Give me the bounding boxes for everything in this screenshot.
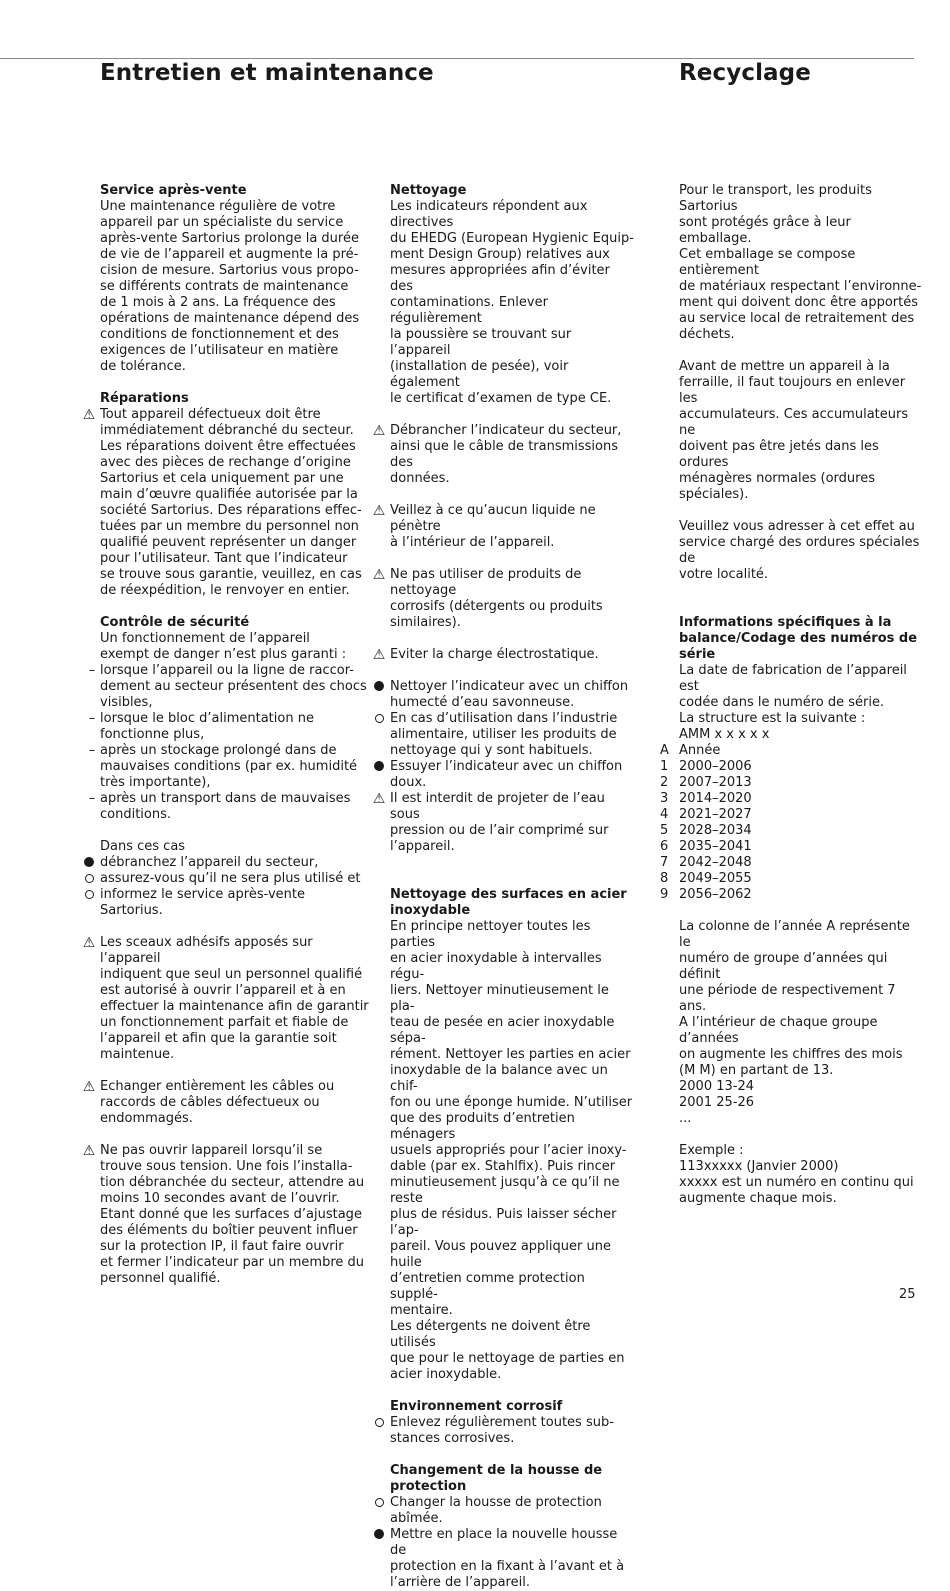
year-table-row [660, 823, 924, 839]
text-line: sur la protection IP, il faut faire ouvrir [100, 1239, 344, 1254]
text-line: Débrancher l’indicateur du secteur, [390, 423, 622, 438]
text-line: qualifié peuvent représenter un danger [100, 535, 357, 550]
spacer [390, 487, 635, 503]
text-line: AMM x x x x x [679, 727, 770, 742]
text-line: après-vente Sartorius prolonge la durée [100, 231, 359, 246]
spacer [679, 903, 924, 919]
text-line: cision de mesure. Sartorius vous propo- [100, 263, 359, 278]
text-line: informez le service après-vente [100, 887, 305, 902]
year-table-value: 2014–2020 [679, 791, 752, 806]
text-line: alimentaire, utiliser les produits de [390, 727, 617, 742]
open-circle [375, 1418, 384, 1427]
text-line: Mettre en place la nouvelle housse de [390, 1527, 618, 1558]
year-table-key: 3 [660, 791, 669, 806]
text-line: Les sceaux adhésifs apposés sur l’appareil [100, 935, 313, 966]
spacer [390, 551, 635, 567]
dash-list-item [88, 743, 370, 791]
section-title-maintenance: Entretien et maintenance [100, 60, 434, 86]
text-line: des éléments du boîtier peuvent influer [100, 1223, 358, 1238]
corrosive-step [390, 1415, 635, 1447]
text-line: sont protégés grâce à leur emballage. [679, 215, 851, 246]
text-line: de vie de l’appareil et augmente la pré- [100, 247, 359, 262]
heading-safety-check: Contrôle de sécurité [100, 615, 250, 630]
open-circle [85, 890, 94, 899]
spacer [390, 1383, 635, 1399]
open-circle [85, 874, 94, 883]
text-line: mauvaises conditions (par ex. humidité [100, 759, 358, 774]
spacer [390, 871, 635, 887]
year-table-key: A [660, 743, 669, 758]
text-line: assurez-vous qu’il ne sera plus utilisé et [100, 871, 361, 886]
spacer [390, 407, 635, 423]
text-line: 2000 13-24 [679, 1079, 754, 1094]
text-line: codée dans le numéro de série. [679, 695, 885, 710]
warning-products [372, 567, 635, 631]
text-line: Les réparations doivent être effectuées [100, 439, 356, 454]
text-line: Cet emballage se compose entièrement [679, 247, 856, 278]
bullet-filled-icon [371, 679, 387, 695]
text-line: protection en la fixant à l’avant et à [390, 1559, 625, 1574]
text-line: lorsque l’appareil ou la ligne de raccor- [100, 663, 354, 678]
text-line: visibles, [100, 695, 153, 710]
year-table-value: 2056–2062 [679, 887, 752, 902]
warning-icon: ⚠ [372, 423, 386, 439]
year-table-value: 2028–2034 [679, 823, 752, 838]
spacer [100, 599, 370, 615]
dash-list-item [88, 711, 370, 743]
year-table-row [660, 887, 924, 903]
text-line: service chargé des ordures spéciales de [679, 535, 920, 566]
warning-icon: ⚠ [372, 503, 386, 519]
text-line: mesures appropriées afin d’éviter des [390, 263, 610, 294]
text-line: ferraille, il faut toujours en enlever les [679, 375, 906, 406]
year-table-row [660, 759, 924, 775]
warning-icon: ⚠ [82, 935, 96, 951]
warning-open-device [82, 1143, 370, 1287]
bullet-open-icon [81, 871, 97, 887]
text-line: Les indicateurs répondent aux directives [390, 199, 588, 230]
text-line: du EHEDG (European Hygienic Equip- [390, 231, 634, 246]
text-line: xxxxx est un numéro en continu qui [679, 1175, 914, 1190]
heading-serial-info: balance/Codage des numéros de série [679, 631, 918, 662]
text-line: immédiatement débranché du secteur. [100, 423, 354, 438]
year-table-key: 5 [660, 823, 669, 838]
year-table-value: Année [679, 743, 721, 758]
text-line: numéro de groupe d’années qui définit [679, 951, 888, 982]
page-number: 25 [899, 1287, 916, 1302]
warning-cables [82, 1079, 370, 1127]
year-table-value: 2021–2027 [679, 807, 752, 822]
text-line: en acier inoxydable à intervalles régu- [390, 951, 602, 982]
bullet-filled-icon [371, 1527, 387, 1543]
text-line: et fermer l’indicateur par un membre du [100, 1255, 365, 1270]
text-line: Exemple : [679, 1143, 744, 1158]
text-line: doux. [390, 775, 427, 790]
text-line: Il est interdit de projeter de l’eau sous [390, 791, 605, 822]
year-table-key: 8 [660, 871, 669, 886]
heading-service: Service après-vente [100, 183, 247, 198]
text-line: société Sartorius. Des réparations effec- [100, 503, 362, 518]
text-line: 2001 25-26 [679, 1095, 754, 1110]
spacer [679, 503, 924, 519]
text-line: débranchez l’appareil du secteur, [100, 855, 319, 870]
text-line: pour l’utilisateur. Tant que l’indicateur [100, 551, 348, 566]
spacer [100, 375, 370, 391]
text-line: de matériaux respectant l’environne- [679, 279, 922, 294]
spacer [679, 343, 924, 359]
year-table-row [660, 839, 924, 855]
text-line: augmente chaque mois. [679, 1191, 837, 1206]
warning-icon: ⚠ [82, 1143, 96, 1159]
year-table-row [660, 743, 924, 759]
dash-icon: – [88, 743, 96, 758]
text-line: l’arrière de l’appareil. [390, 1575, 530, 1590]
section-title-recycling: Recyclage [679, 60, 811, 86]
text-line: de tolérance. [100, 359, 186, 374]
text-line: teau de pesée en acier inoxydable sépa- [390, 1015, 615, 1046]
text-line: La structure est la suivante : [679, 711, 866, 726]
heading-stainless: Nettoyage des surfaces en acier [390, 887, 627, 902]
spacer [390, 1447, 635, 1463]
spacer [679, 583, 924, 599]
heading-cover: protection [390, 1479, 467, 1494]
text-line: avec des pièces de rechange d’origine [100, 455, 351, 470]
warning-seals [82, 935, 370, 1063]
bullet-open-icon [371, 711, 387, 727]
text-line: fonctionne plus, [100, 727, 205, 742]
text-line: acier inoxydable. [390, 1367, 502, 1382]
text-line: (installation de pesée), voir également [390, 359, 569, 390]
text-line: En cas d’utilisation dans l’industrie [390, 711, 618, 726]
spacer [100, 823, 370, 839]
cleaning-step [390, 679, 635, 711]
text-line: doivent pas être jetés dans les ordures [679, 439, 879, 470]
bullet-filled-icon [371, 759, 387, 775]
bullet-open-icon [371, 1415, 387, 1431]
filled-circle [374, 761, 384, 771]
text-line: ménagères normales (ordures spéciales). [679, 471, 875, 502]
text-line: après un stockage prolongé dans de [100, 743, 337, 758]
warning-unplug [372, 423, 635, 487]
text-line: Dans ces cas [100, 839, 186, 854]
text-line: le certificat d’examen de type CE. [390, 391, 612, 406]
text-line: minutieusement jusqu’à ce qu’il ne reste [390, 1175, 620, 1206]
text-line: liers. Nettoyer minutieusement le pla- [390, 983, 609, 1014]
heading-stainless: inoxydable [390, 903, 471, 918]
text-line: mentaire. [390, 1303, 453, 1318]
warning-icon: ⚠ [82, 1079, 96, 1095]
text-line: A l’intérieur de chaque groupe d’années [679, 1015, 878, 1046]
text-line: indiquent que seul un personnel qualifié [100, 967, 363, 982]
text-line: raccords de câbles défectueux ou [100, 1095, 320, 1110]
text-line: plus de résidus. Puis laisser sécher l’ap- [390, 1207, 617, 1238]
bullet-filled-icon [81, 855, 97, 871]
text-line: se trouve sous garantie, veuillez, en cas [100, 567, 362, 582]
heading-corrosive: Environnement corrosif [390, 1399, 563, 1414]
spacer [679, 599, 924, 615]
text-line: au service local de retraitement des [679, 311, 915, 326]
warning-icon: ⚠ [372, 567, 386, 583]
warning-icon: ⚠ [372, 647, 386, 663]
text-line: La date de fabrication de l’appareil est [679, 663, 907, 694]
text-line: Changer la housse de protection abîmée. [390, 1495, 602, 1526]
text-line: est autorisé à ouvrir l’appareil et à en [100, 983, 346, 998]
text-line: Un fonctionnement de l’appareil [100, 631, 310, 646]
heading-repairs: Réparations [100, 391, 189, 406]
text-line: (M M) en partant de 13. [679, 1063, 834, 1078]
bullet-open-icon [371, 1495, 387, 1511]
text-line: Une maintenance régulière de votre [100, 199, 336, 214]
text-line: humecté d’eau savonneuse. [390, 695, 575, 710]
text-line: stances corrosives. [390, 1431, 515, 1446]
filled-circle [84, 857, 94, 867]
bullet-list-item [100, 887, 370, 919]
column-cleaning [372, 183, 635, 1591]
column-maintenance [82, 183, 370, 1287]
text-line: dable (par ex. Stahlfix). Puis rincer [390, 1159, 616, 1174]
text-line: Pour le transport, les produits Sartorius [679, 183, 872, 214]
top-rule [0, 58, 914, 59]
text-line: Les détergents ne doivent être utilisés [390, 1319, 591, 1350]
text-line: endommagés. [100, 1111, 193, 1126]
text-line: moins 10 secondes avant de l’ouvrir. [100, 1191, 340, 1206]
warning-repairs [82, 407, 370, 599]
text-line: Sartorius. [100, 903, 163, 918]
text-line: trouve sous tension. Une fois l’installa- [100, 1159, 353, 1174]
spacer [100, 919, 370, 935]
text-line: Avant de mettre un appareil à la [679, 359, 890, 374]
text-line: tuées par un membre du personnel non [100, 519, 359, 534]
text-line: La colonne de l’année A représente le [679, 919, 910, 950]
text-line: tion débranchée du secteur, attendre au [100, 1175, 365, 1190]
text-line: effectuer la maintenance afin de garantir [100, 999, 369, 1014]
year-table-row [660, 791, 924, 807]
text-line: de réexpédition, le renvoyer en entier. [100, 583, 350, 598]
year-table-row [660, 871, 924, 887]
bullet-list-item [100, 871, 370, 887]
dash-icon: – [88, 711, 96, 726]
dash-icon: – [88, 663, 96, 678]
dash-list-item [88, 791, 370, 823]
text-line: très importante), [100, 775, 211, 790]
text-line: lorsque le bloc d’alimentation ne [100, 711, 314, 726]
text-line: Tout appareil défectueux doit être [100, 407, 321, 422]
text-line: Echanger entièrement les câbles ou [100, 1079, 335, 1094]
cleaning-step [390, 711, 635, 759]
text-line: usuels appropriés pour l’acier inoxy- [390, 1143, 627, 1158]
text-line: ment Design Group) relatives aux [390, 247, 610, 262]
warning-icon: ⚠ [372, 791, 386, 807]
text-line: exigences de l’utilisateur en matière [100, 343, 339, 358]
warning-liquid [372, 503, 635, 551]
text-line: à l’intérieur de l’appareil. [390, 535, 555, 550]
heading-cover: Changement de la housse de [390, 1463, 603, 1478]
text-line: la poussière se trouvant sur l’appareil [390, 327, 572, 358]
dash-list-item [88, 663, 370, 711]
open-circle [375, 714, 384, 723]
text-line: personnel qualifié. [100, 1271, 221, 1286]
text-line: appareil par un spécialiste du service [100, 215, 344, 230]
spacer [390, 663, 635, 679]
filled-circle [374, 681, 384, 691]
year-table-key: 1 [660, 759, 669, 774]
spacer [100, 1127, 370, 1143]
cleaning-step [390, 759, 635, 791]
text-line: Nettoyer l’indicateur avec un chiffon [390, 679, 629, 694]
text-line: ment qui doivent donc être apportés [679, 295, 918, 310]
text-line: que des produits d’entretien ménagers [390, 1111, 575, 1142]
dash-icon: – [88, 791, 96, 806]
year-table-key: 7 [660, 855, 669, 870]
text-line: exempt de danger n’est plus garanti : [100, 647, 347, 662]
text-line: maintenue. [100, 1047, 175, 1062]
text-line: que pour le nettoyage de parties en [390, 1351, 625, 1366]
text-line: Ne pas utiliser de produits de nettoyage [390, 567, 582, 598]
text-line: déchets. [679, 327, 735, 342]
text-line: Veillez à ce qu’aucun liquide ne pénètre [390, 503, 596, 534]
text-line: une période de respectivement 7 ans. [679, 983, 896, 1014]
year-table-value: 2049–2055 [679, 871, 752, 886]
spacer [390, 855, 635, 871]
text-line: de 1 mois à 2 ans. La fréquence des [100, 295, 336, 310]
year-table-key: 6 [660, 839, 669, 854]
text-line: rément. Nettoyer les parties en acier [390, 1047, 631, 1062]
text-line: pareil. Vous pouvez appliquer une huile [390, 1239, 611, 1270]
year-table-key: 4 [660, 807, 669, 822]
text-line: après un transport dans de mauvaises [100, 791, 351, 806]
text-line: conditions de fonctionnement et des [100, 327, 339, 342]
text-line: Eviter la charge électrostatique. [390, 647, 599, 662]
text-line: fon ou une éponge humide. N’utiliser [390, 1095, 633, 1110]
cover-step [390, 1527, 635, 1591]
text-line: similaires). [390, 615, 461, 630]
spacer [390, 631, 635, 647]
spacer [100, 1063, 370, 1079]
cleaning-step [372, 791, 635, 855]
cover-step [390, 1495, 635, 1527]
text-line: nettoyage qui y sont habituels. [390, 743, 593, 758]
year-table-value: 2035–2041 [679, 839, 752, 854]
text-line: l’appareil. [390, 839, 455, 854]
year-table-row [660, 775, 924, 791]
text-line: inoxydable de la balance avec un chif- [390, 1063, 608, 1094]
text-line: Etant donné que les surfaces d’ajustage [100, 1207, 362, 1222]
year-table-row [660, 855, 924, 871]
text-line: Sartorius et cela uniquement par une [100, 471, 344, 486]
bullet-open-icon [81, 887, 97, 903]
text-line: contaminations. Enlever régulièrement [390, 295, 548, 326]
text-line: ainsi que le câble de transmissions des [390, 439, 619, 470]
text-line: Essuyer l’indicateur avec un chiffon [390, 759, 623, 774]
year-table-key: 2 [660, 775, 669, 790]
text-line: pression ou de l’air comprimé sur [390, 823, 609, 838]
text-line: Enlevez régulièrement toutes sub- [390, 1415, 614, 1430]
text-line: l’appareil et afin que la garantie soit [100, 1031, 337, 1046]
text-line: données. [390, 471, 450, 486]
text-line: corrosifs (détergents ou produits [390, 599, 603, 614]
text-line: se différents contrats de maintenance [100, 279, 349, 294]
text-line: ... [679, 1111, 692, 1126]
spacer [679, 1127, 924, 1143]
text-line: votre localité. [679, 567, 769, 582]
year-table-value: 2007–2013 [679, 775, 752, 790]
year-table-value: 2000–2006 [679, 759, 752, 774]
year-table-key: 9 [660, 887, 669, 902]
text-line: Veuillez vous adresser à cet effet au [679, 519, 915, 534]
heading-cleaning: Nettoyage [390, 183, 467, 198]
text-line: main d’œuvre qualifiée autorisée par la [100, 487, 358, 502]
text-line: un fonctionnement parfait et fiable de [100, 1015, 349, 1030]
text-line: conditions. [100, 807, 172, 822]
warning-static [372, 647, 635, 663]
warning-icon: ⚠ [82, 407, 96, 423]
text-line: accumulateurs. Ces accumulateurs ne [679, 407, 909, 438]
open-circle [375, 1498, 384, 1507]
year-table-row [660, 807, 924, 823]
text-line: opérations de maintenance dépend des [100, 311, 360, 326]
filled-circle [374, 1529, 384, 1539]
text-line: d’entretien comme protection supplé- [390, 1271, 585, 1302]
text-line: 113xxxxx (Janvier 2000) [679, 1159, 839, 1174]
text-line: Ne pas ouvrir lappareil lorsqu’il se [100, 1143, 323, 1158]
year-table-value: 2042–2048 [679, 855, 752, 870]
text-line: dement au secteur présentent des chocs [100, 679, 367, 694]
column-recycling [660, 183, 924, 1207]
bullet-list-item [100, 855, 370, 871]
heading-serial-info: Informations spécifiques à la [679, 615, 892, 630]
text-line: En principe nettoyer toutes les parties [390, 919, 591, 950]
text-line: on augmente les chiffres des mois [679, 1047, 903, 1062]
